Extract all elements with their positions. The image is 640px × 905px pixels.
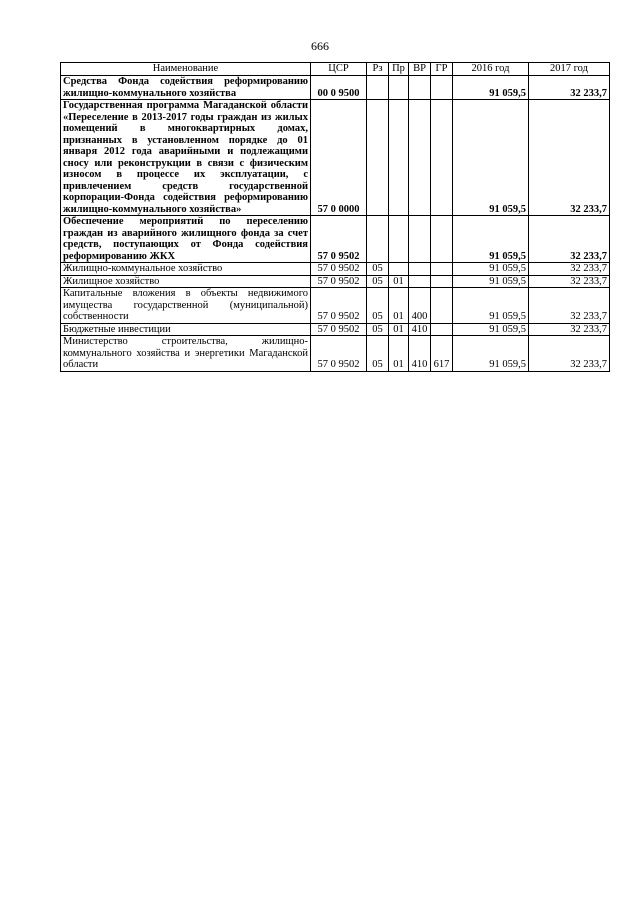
row-gr: 617 <box>431 336 453 372</box>
row-name: Жилищно-коммунальное хозяйство <box>61 263 311 276</box>
row-gr <box>431 100 453 216</box>
row-vr: 410 <box>409 323 431 336</box>
row-vr <box>409 100 431 216</box>
row-csr: 57 0 9502 <box>311 216 367 263</box>
row-2016: 91 059,5 <box>453 76 529 100</box>
row-2017: 32 233,7 <box>529 263 610 276</box>
row-2016: 91 059,5 <box>453 323 529 336</box>
row-2017: 32 233,7 <box>529 288 610 324</box>
row-rz: 05 <box>367 275 389 288</box>
page-number: 666 <box>311 39 329 53</box>
row-csr: 57 0 9502 <box>311 288 367 324</box>
row-vr <box>409 275 431 288</box>
row-gr <box>431 323 453 336</box>
row-pr: 01 <box>389 336 409 372</box>
row-2017: 32 233,7 <box>529 76 610 100</box>
row-gr <box>431 275 453 288</box>
row-pr: 01 <box>389 323 409 336</box>
row-gr <box>431 263 453 276</box>
row-pr: 01 <box>389 288 409 324</box>
row-vr <box>409 76 431 100</box>
row-2017: 32 233,7 <box>529 275 610 288</box>
row-2017: 32 233,7 <box>529 323 610 336</box>
row-2017: 32 233,7 <box>529 336 610 372</box>
row-2016: 91 059,5 <box>453 100 529 216</box>
row-2016: 91 059,5 <box>453 263 529 276</box>
table-row <box>61 263 610 276</box>
header-2017: 2017 год <box>529 63 610 76</box>
row-rz: 05 <box>367 323 389 336</box>
row-csr: 57 0 9502 <box>311 263 367 276</box>
row-rz: 05 <box>367 263 389 276</box>
row-csr: 57 0 9502 <box>311 275 367 288</box>
table-body <box>61 76 610 372</box>
row-gr <box>431 288 453 324</box>
row-vr <box>409 216 431 263</box>
row-gr <box>431 216 453 263</box>
row-2016: 91 059,5 <box>453 216 529 263</box>
row-csr: 57 0 0000 <box>311 100 367 216</box>
row-csr: 00 0 9500 <box>311 76 367 100</box>
table-row <box>61 76 610 100</box>
table-row <box>61 336 610 372</box>
row-pr <box>389 76 409 100</box>
header-rz: Рз <box>367 63 389 76</box>
row-2017: 32 233,7 <box>529 100 610 216</box>
row-2016: 91 059,5 <box>453 275 529 288</box>
row-vr <box>409 263 431 276</box>
row-name: Государственная программа Магаданской области «Переселение в 2013-2017 годы граждан из жилых помещений в многоквартирных домах, признанных в установленном порядке до 01 января 2012 года аварийными и подлежащими сносу или реконструкции в связи с физическим износом в процессе их эксплуатации, с привлечением средств государственной корпорации-Фонда содействия реформированию жилищно-коммунального хозяйства» <box>61 100 311 216</box>
row-name: Жилищное хозяйство <box>61 275 311 288</box>
row-name: Капитальные вложения в объекты недвижимого имущества государственной (муниципальной) собственности <box>61 288 311 324</box>
header-2016: 2016 год <box>453 63 529 76</box>
row-vr: 410 <box>409 336 431 372</box>
row-pr: 01 <box>389 275 409 288</box>
row-name: Министерство строительства, жилищно-коммунального хозяйства и энергетики Магаданской области <box>61 336 311 372</box>
row-name: Обеспечение мероприятий по переселению граждан из аварийного жилищного фонда за счет средств, поступающих от Фонда содействия реформированию ЖКХ <box>61 216 311 263</box>
header-name: Наименование <box>61 63 311 76</box>
header-vr: ВР <box>409 63 431 76</box>
table-row <box>61 323 610 336</box>
row-pr <box>389 100 409 216</box>
row-name: Бюджетные инвестиции <box>61 323 311 336</box>
row-rz: 05 <box>367 288 389 324</box>
table-row <box>61 100 610 216</box>
row-gr <box>431 76 453 100</box>
row-2016: 91 059,5 <box>453 336 529 372</box>
row-vr: 400 <box>409 288 431 324</box>
row-rz <box>367 216 389 263</box>
row-csr: 57 0 9502 <box>311 336 367 372</box>
row-pr <box>389 216 409 263</box>
row-rz <box>367 100 389 216</box>
header-gr: ГР <box>431 63 453 76</box>
header-pr: Пр <box>389 63 409 76</box>
row-rz <box>367 76 389 100</box>
header-csr: ЦСР <box>311 63 367 76</box>
row-pr <box>389 263 409 276</box>
table-row <box>61 275 610 288</box>
row-2016: 91 059,5 <box>453 288 529 324</box>
table-header-row <box>61 63 610 76</box>
row-rz: 05 <box>367 336 389 372</box>
row-2017: 32 233,7 <box>529 216 610 263</box>
row-name: Средства Фонда содействия реформированию жилищно-коммунального хозяйства <box>61 76 311 100</box>
table-row <box>61 288 610 324</box>
table-row <box>61 216 610 263</box>
budget-table <box>60 62 610 372</box>
row-csr: 57 0 9502 <box>311 323 367 336</box>
